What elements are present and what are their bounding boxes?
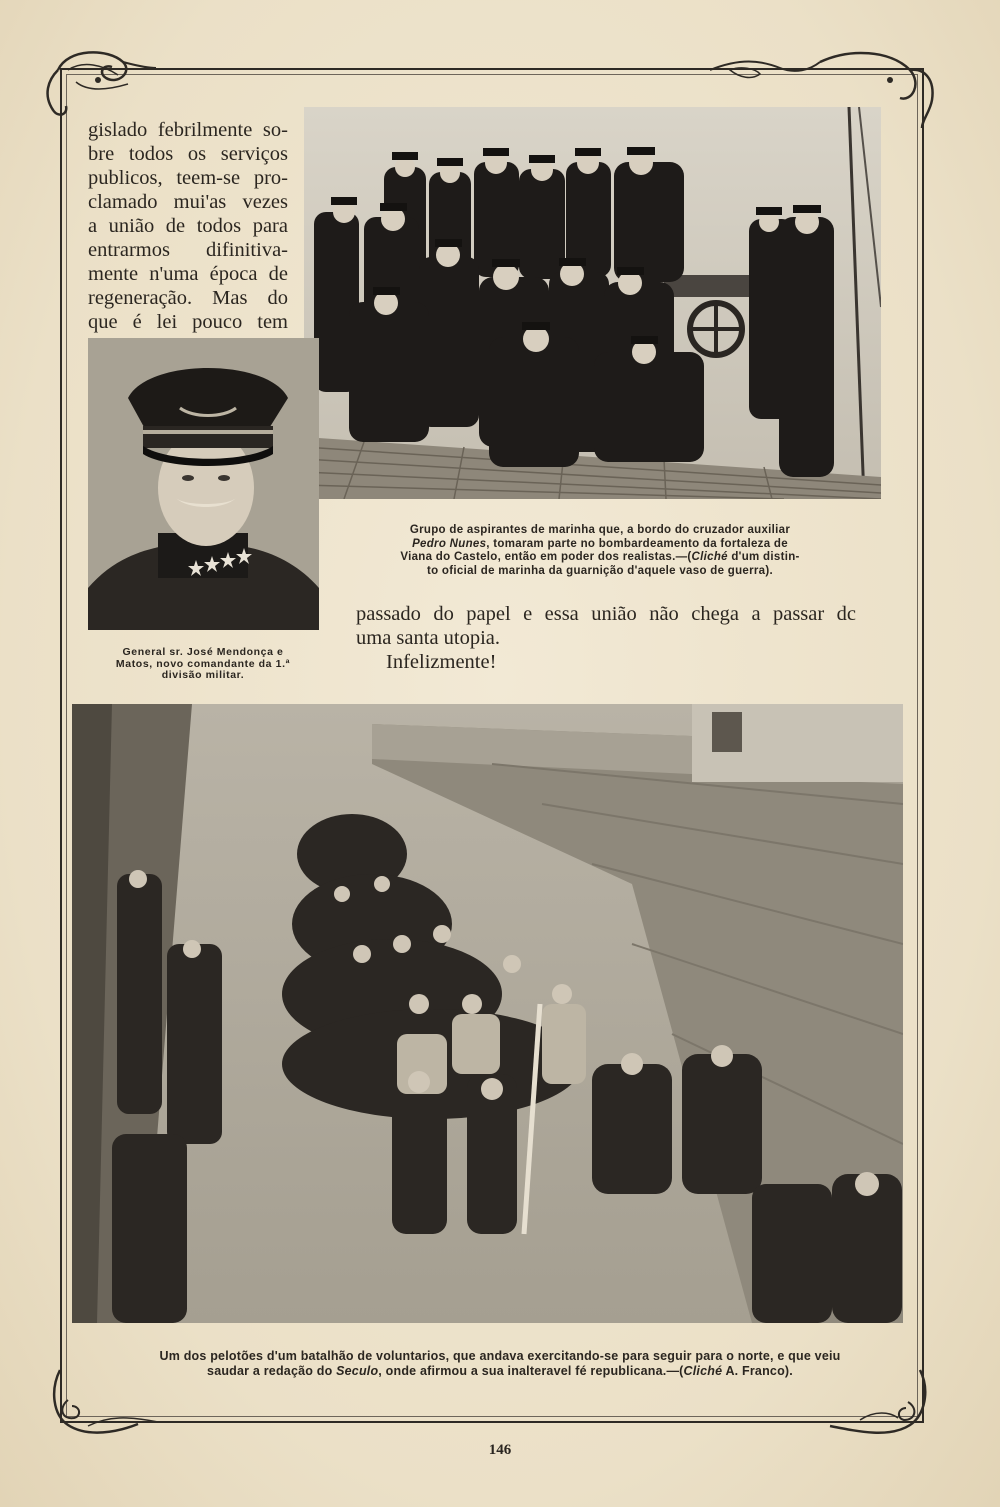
page-number: 146 [488, 1442, 512, 1458]
text-line: publicos, teem-se pro- [88, 167, 288, 189]
text-line: gislado febrilmente so- [88, 119, 288, 141]
caption-text: d'um distin- [727, 551, 800, 563]
text-line: passado do papel e essa união não chega a passar dc [356, 603, 856, 625]
caption-text: Um dos pelotões d'um batalhão de voluntarios, que andava exercitando-se para seguir para o norte, e que veiu [159, 1349, 841, 1363]
newspaper-name: Seculo [336, 1364, 379, 1378]
article-continuation [356, 602, 856, 674]
article-text-column [88, 118, 288, 334]
text-line: clamado mui'as vezes [88, 191, 288, 213]
top-left-ornament [28, 40, 158, 130]
general-portrait-caption [88, 647, 318, 682]
sailors-group-photo [304, 107, 881, 499]
ship-name: Pedro Nunes [412, 537, 487, 550]
sailors-photo-caption [330, 524, 870, 578]
caption-text: Viana do Castelo, então em poder dos realistas.—( [400, 551, 692, 563]
caption-text: Matos, novo comandante da 1.ª [115, 657, 291, 670]
general-portrait-photo [88, 338, 319, 630]
text-line: bre todos os serviços [88, 143, 288, 165]
caption-text: , onde afirmou a sua inalteravel fé republicana.—( [378, 1364, 684, 1378]
text-line: entrarmos difinitiva- [88, 239, 288, 261]
caption-text: , tomaram parte no bombardeamento da fortaleza de [486, 537, 788, 550]
cliche-label: Cliché [683, 1364, 723, 1378]
caption-text: Grupo de aspirantes de marinha que, a bordo do cruzador auxiliar [409, 524, 791, 536]
caption-text: divisão militar. [161, 669, 245, 681]
text-line: regeneração. Mas do [88, 287, 288, 309]
text-line: uma santa utopia. [356, 627, 501, 649]
caption-text: General sr. José Mendonça e [122, 646, 284, 658]
text-line: mente n'uma época de [88, 263, 288, 285]
text-line: que é lei pouco tem [88, 311, 288, 333]
text-line: a união de todos para [88, 215, 288, 237]
cliche-label: Cliché [691, 551, 728, 563]
caption-text: saudar a redação do [207, 1364, 337, 1378]
volunteers-march-photo [72, 704, 903, 1323]
volunteers-photo-caption [100, 1349, 900, 1379]
caption-text: to oficial de marinha da guarnição d'aquele vaso de guerra). [426, 564, 773, 577]
text-line: Infelizmente! [386, 651, 497, 673]
caption-text: A. Franco). [722, 1364, 793, 1378]
